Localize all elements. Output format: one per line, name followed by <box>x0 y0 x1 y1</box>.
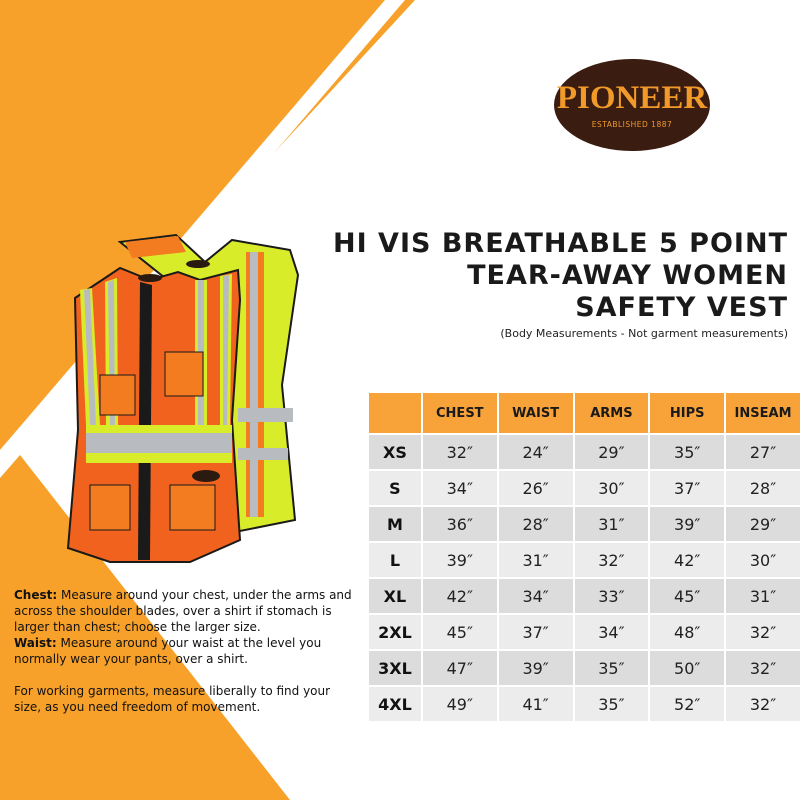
measurement-cell: 27″ <box>726 433 800 469</box>
measurement-note: (Body Measurements - Not garment measurements) <box>500 327 788 340</box>
measurement-cell: 24″ <box>499 433 575 469</box>
measurement-cell: 34″ <box>499 577 575 613</box>
table-row <box>369 541 800 577</box>
measurement-cell: 31″ <box>499 541 575 577</box>
table-header-row <box>369 393 800 433</box>
size-label-cell: XL <box>369 577 423 613</box>
measurement-cell: 30″ <box>726 541 800 577</box>
arms-header: ARMS <box>575 393 651 433</box>
measurement-cell: 39″ <box>499 649 575 685</box>
size-label-cell: S <box>369 469 423 505</box>
logo-tagline: ESTABLISHED 1887 <box>591 120 673 129</box>
measurement-cell: 37″ <box>499 613 575 649</box>
chest-instruction <box>14 587 359 635</box>
logo-wordmark: PIONEER <box>556 80 708 116</box>
measurement-cell: 45″ <box>423 613 499 649</box>
size-label-cell: 4XL <box>369 685 423 721</box>
measurement-cell: 47″ <box>423 649 499 685</box>
measurement-cell: 35″ <box>575 649 651 685</box>
measurement-cell: 45″ <box>650 577 726 613</box>
inseam-header: INSEAM <box>726 393 800 433</box>
measurement-instructions <box>14 587 359 715</box>
table-row <box>369 613 800 649</box>
measurement-cell: 52″ <box>650 685 726 721</box>
measurement-cell: 28″ <box>499 505 575 541</box>
measurement-cell: 30″ <box>575 469 651 505</box>
table-row <box>369 577 800 613</box>
waist-header: WAIST <box>499 393 575 433</box>
measurement-cell: 26″ <box>499 469 575 505</box>
chest-header: CHEST <box>423 393 499 433</box>
product-title-line-3: SAFETY VEST <box>575 292 788 323</box>
measurement-cell: 42″ <box>423 577 499 613</box>
waist-instruction <box>14 635 359 667</box>
measurement-cell: 32″ <box>423 433 499 469</box>
waist-instruction-label: Waist: <box>14 636 57 650</box>
measurement-cell: 29″ <box>726 505 800 541</box>
table-body <box>369 433 800 721</box>
measurement-cell: 29″ <box>575 433 651 469</box>
measurement-cell: 39″ <box>423 541 499 577</box>
chest-instruction-label: Chest: <box>14 588 58 602</box>
measurement-cell: 32″ <box>726 685 800 721</box>
size-label-cell: L <box>369 541 423 577</box>
size-label-cell: XS <box>369 433 423 469</box>
measurement-cell: 32″ <box>726 613 800 649</box>
hips-header: HIPS <box>650 393 726 433</box>
pioneer-logo <box>552 55 712 155</box>
size-label-cell: 3XL <box>369 649 423 685</box>
measurement-cell: 35″ <box>575 685 651 721</box>
measurement-cell: 32″ <box>575 541 651 577</box>
size-label-cell: M <box>369 505 423 541</box>
measurement-cell: 32″ <box>726 649 800 685</box>
measurement-cell: 49″ <box>423 685 499 721</box>
measurement-cell: 28″ <box>726 469 800 505</box>
waist-instruction-text: Measure around your waist at the level you normally wear your pants, over a shirt. <box>14 636 322 666</box>
measurement-cell: 33″ <box>575 577 651 613</box>
measurement-cell: 36″ <box>423 505 499 541</box>
size-label-cell: 2XL <box>369 613 423 649</box>
working-garments-note: For working garments, measure liberally to find your size, as you need freedom of movement. <box>14 684 331 714</box>
measurement-cell: 37″ <box>650 469 726 505</box>
table-row <box>369 433 800 469</box>
table-row <box>369 469 800 505</box>
table-row <box>369 685 800 721</box>
product-title-line-2: TEAR-AWAY WOMEN <box>467 260 788 291</box>
size-chart-table <box>369 393 800 721</box>
measurement-cell: 34″ <box>423 469 499 505</box>
measurement-cell: 42″ <box>650 541 726 577</box>
product-title-line-1: HI VIS BREATHABLE 5 POINT <box>333 228 788 259</box>
measurement-cell: 39″ <box>650 505 726 541</box>
measurement-cell: 50″ <box>650 649 726 685</box>
table-row <box>369 649 800 685</box>
measurement-cell: 31″ <box>575 505 651 541</box>
orange-vest-image <box>68 260 240 562</box>
size-header-cell <box>369 393 423 433</box>
instruction-spacer <box>14 667 359 683</box>
measurement-cell: 34″ <box>575 613 651 649</box>
measurement-cell: 35″ <box>650 433 726 469</box>
measurement-cell: 41″ <box>499 685 575 721</box>
table-row <box>369 505 800 541</box>
chest-instruction-text: Measure around your chest, under the arms and across the shoulder blades, over a shirt if stomach is larger than chest; choose the larger size. <box>14 588 352 634</box>
measurement-cell: 31″ <box>726 577 800 613</box>
measurement-cell: 48″ <box>650 613 726 649</box>
